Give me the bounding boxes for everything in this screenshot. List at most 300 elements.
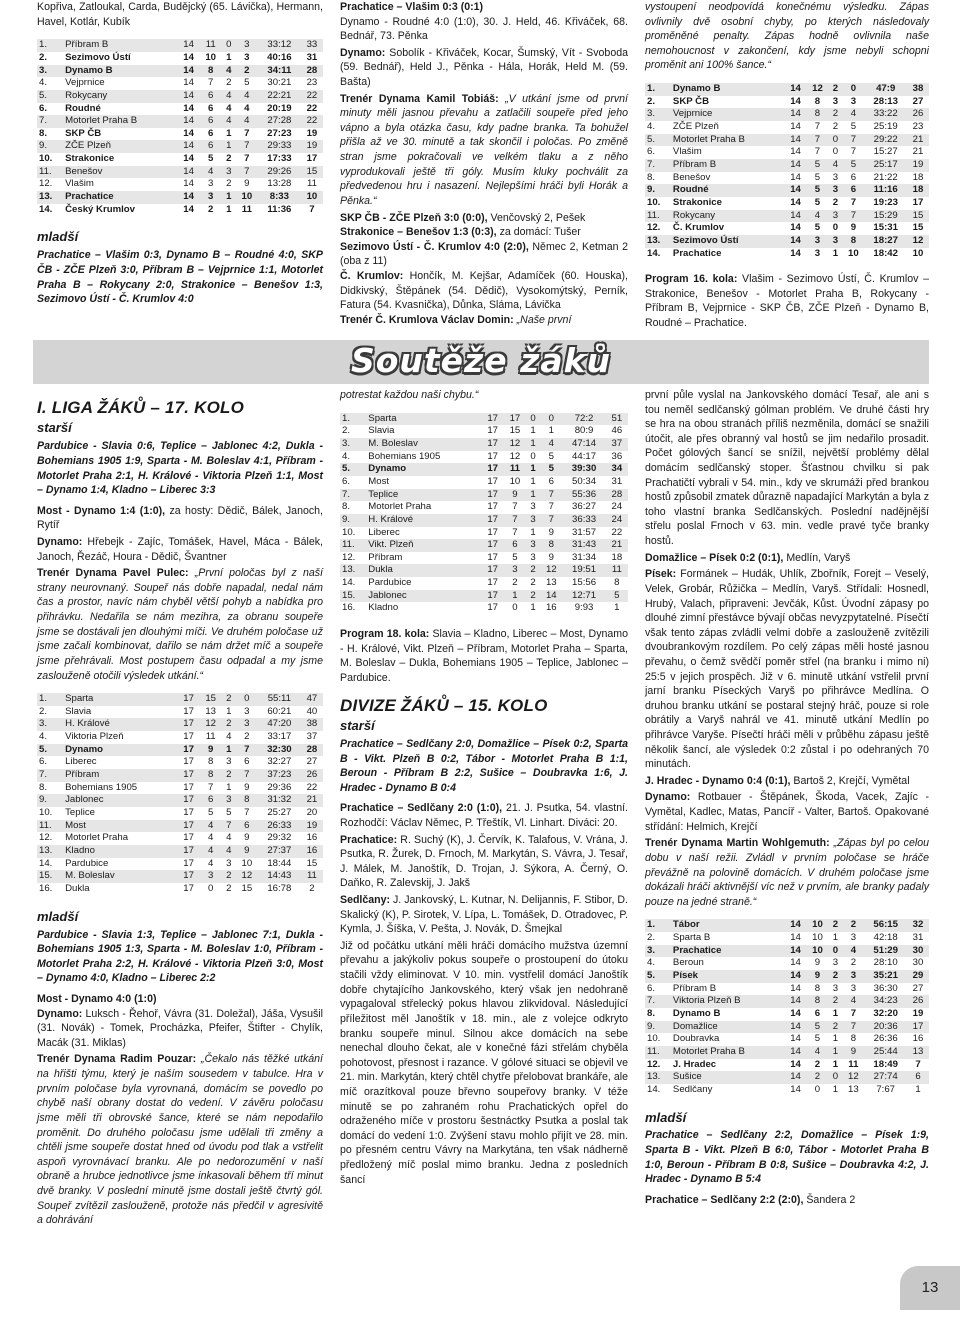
table-row	[645, 1059, 929, 1072]
table-cell-d: 1	[222, 744, 236, 757]
table-cell-l: 9	[244, 178, 250, 190]
table-cell-l: 3	[850, 95, 857, 107]
coach-quote: „První poločas byl z naší strany neurovnaný. Soupeř nás dobře napadal, nedal nám čas a prostor, navíc nám chyběl větší pohyb a nabídka pro přihrávku. Nedařila se nám mezihra, za obranu soupeře jsme se dostávali jen dlouhými míči. Ve druhém poločase už jsme začali kombinovat, dařilo se nám držet míč a soupeře jsme přehrávali. Most postupem času odpadal a my jsme zaslouženě otočili výsledek utkání.“	[37, 567, 323, 682]
table-cell-pts: 7	[309, 203, 315, 215]
table-cell-d: 0	[828, 1071, 842, 1084]
table-cell-pts: 37	[606, 438, 628, 451]
table-cell-score: 51:29	[864, 945, 907, 958]
coach-quote-continued: vystoupení neodpovídá konečnému výsledku. Zápas ovlivnily dvě osobní chyby, po kterých následovaly proměněné penalty. Zápas hodně ovlivnila naše nemohoucnost v zakončení, kdy jsme nebyli schopni proměnit ani 100% šance.“	[645, 1, 929, 72]
table-cell-rank: 7.	[645, 159, 671, 172]
table-cell-l: 9	[548, 551, 554, 563]
table-cell-team: H. Králové	[366, 514, 481, 527]
table-cell-rank: 6.	[39, 756, 48, 768]
table-cell-pts: 17	[912, 196, 924, 208]
table-cell-team: Motorlet Praha B	[63, 115, 177, 128]
table-cell-rank: 7.	[37, 115, 63, 128]
table-cell-team: Vlašim	[65, 178, 94, 190]
table-cell-rank: 7.	[340, 489, 366, 502]
table-cell-d: 2	[526, 590, 540, 603]
table-cell-score: 56:15	[864, 919, 907, 932]
match-result-paragraph	[340, 225, 628, 240]
table-cell-score: 40:16	[267, 51, 292, 63]
table-cell-l: 15	[241, 882, 253, 894]
table-cell-l: 3	[236, 39, 258, 52]
lineup-paragraph	[645, 567, 929, 772]
table-cell-l: 4	[842, 995, 864, 1008]
section-heading-starsi: starší	[340, 718, 375, 733]
table-row	[37, 782, 323, 795]
table-cell-d: 7	[222, 820, 236, 833]
program-label: Program 16. kola:	[645, 273, 738, 286]
table-cell-team: Viktoria Plzeň B	[671, 995, 785, 1008]
program-paragraph	[340, 627, 628, 685]
table-cell-rank: 5.	[37, 90, 63, 103]
table-cell-p: 17	[482, 564, 504, 577]
table-cell-d: 5	[226, 807, 232, 819]
table-cell-score: 32:20	[873, 1007, 898, 1019]
table-cell-p: 14	[790, 247, 801, 259]
lineup-text: R. Suchý (K), J. Červík, K. Talafous, V. Vrána, J. Psutka, R. Žurek, D. Frnoch, M. Markytán, S. Vávra, J. Tesař, J. Málek, M. Janoštík, D. Trojan, J. Sýkora, A. Černý, O. Daňko, R. Zalevskij, J. Jakš	[340, 833, 628, 890]
table-cell-score: 31:57	[572, 526, 597, 538]
table-cell-d: 2	[828, 83, 842, 96]
table-cell-p: 14	[178, 191, 200, 204]
table-cell-score: 25:44	[864, 1046, 907, 1059]
table-cell-p: 17	[178, 794, 200, 807]
table-cell-p: 14	[183, 127, 194, 139]
table-cell-w: 10	[807, 945, 829, 958]
table-cell-d: 2	[828, 970, 842, 983]
table-cell-w: 5	[807, 159, 829, 172]
table-cell-d: 2	[226, 178, 232, 190]
coach-quote-paragraph	[645, 836, 929, 909]
table-cell-w: 2	[512, 577, 518, 589]
table-cell-rank: 14.	[647, 1083, 661, 1095]
table-cell-score: 11:36	[267, 203, 292, 215]
table-cell-pts: 27	[912, 95, 924, 107]
table-cell-d: 4	[222, 65, 236, 78]
table-cell-w: 4	[200, 845, 222, 858]
table-cell-d: 3	[828, 235, 842, 248]
table-cell-d: 2	[226, 882, 232, 894]
table-cell-score: 35:21	[864, 970, 907, 983]
table-cell-p: 14	[785, 945, 807, 958]
table-cell-w: 4	[807, 210, 829, 223]
table-row	[37, 744, 323, 757]
table-cell-w: 3	[814, 247, 821, 259]
standings-table	[37, 693, 323, 896]
table-cell-l: 7	[540, 489, 562, 502]
table-cell-p: 14	[790, 222, 801, 234]
table-cell-l: 3	[850, 982, 857, 994]
table-cell-pts: 28	[301, 744, 323, 757]
table-cell-rank: 5.	[645, 134, 671, 147]
table-cell-w: 9	[504, 489, 526, 502]
lineup-paragraph	[340, 833, 628, 891]
results-text: Prachatice – Vlašim 0:3, Dynamo B – Roudné 4:0, SKP ČB - ZČE Plzeň 3:0, Příbram B – Vejprnice 1:1, Motorlet Praha B – Rokycany 2:0, Strakonice – Benešov 1:3, Sezimovo Ústí - Č. Krumlov 4:0	[37, 249, 323, 306]
table-cell-p: 17	[482, 514, 504, 527]
table-row	[37, 191, 323, 204]
table-cell-d: 4	[226, 832, 232, 844]
table-cell-w: 7	[814, 121, 821, 133]
table-cell-w: 6	[200, 115, 222, 128]
table-cell-rank: 1.	[645, 83, 671, 96]
table-cell-w: 3	[200, 870, 222, 883]
table-cell-team: Vlašim	[672, 146, 702, 158]
table-cell-d: 3	[828, 210, 842, 223]
table-cell-p: 14	[178, 90, 200, 103]
table-cell-l: 8	[540, 539, 562, 552]
table-cell-l: 6	[548, 475, 554, 487]
table-cell-team: Příbram	[63, 769, 177, 782]
table-row	[340, 489, 628, 502]
table-row	[37, 65, 323, 78]
table-cell-score: 33:12	[258, 39, 301, 52]
table-cell-d: 1	[530, 425, 536, 437]
table-cell-score: 22:21	[258, 90, 301, 103]
table-cell-w: 2	[807, 1071, 829, 1084]
table-cell-team: Beroun	[672, 957, 704, 969]
standings-table	[645, 83, 929, 260]
table-cell-rank: 1.	[645, 919, 671, 932]
table-cell-score: 26:36	[873, 1033, 898, 1045]
table-row	[645, 970, 929, 983]
table-cell-w: 3	[504, 564, 526, 577]
table-cell-team: Příbram	[368, 551, 403, 563]
table-cell-d: 2	[832, 121, 839, 133]
lineup-text: Hončík, M. Kejšar, Adamíček (60. Houska), Didkivský, Štěpánek (54. Dědič), Vysokomýtský, Perník, Fatura (54. Kvasnička), Důnka, Sláma, Lávička	[340, 269, 628, 312]
table-cell-team: Most	[368, 475, 390, 487]
table-cell-p: 17	[178, 718, 200, 731]
table-cell-rank: 1.	[37, 39, 63, 52]
table-cell-pts: 30	[907, 945, 929, 958]
table-cell-d: 3	[832, 95, 839, 107]
program-paragraph	[645, 272, 929, 330]
table-row	[37, 870, 323, 883]
lineup-label: Písek:	[645, 568, 677, 581]
table-cell-w: 5	[807, 184, 829, 197]
table-cell-score: 39:30	[562, 463, 605, 476]
table-cell-rank: 14.	[342, 577, 356, 589]
table-cell-team: ZČE Plzeň	[672, 121, 719, 133]
table-cell-p: 14	[790, 982, 801, 994]
table-cell-d: 1	[530, 475, 536, 487]
table-cell-pts: 26	[907, 995, 929, 1008]
banner-title: Soutěže žáků	[350, 341, 612, 380]
table-cell-w: 4	[807, 1046, 829, 1059]
table-cell-score: 25:17	[864, 159, 907, 172]
table-cell-d: 0	[222, 39, 236, 52]
table-cell-d: 0	[832, 222, 839, 234]
table-cell-p: 17	[183, 882, 194, 894]
table-cell-team: Prachatice	[671, 945, 785, 958]
table-cell-p: 17	[487, 501, 498, 513]
table-cell-l: 7	[236, 744, 258, 757]
table-cell-rank: 4.	[39, 77, 48, 89]
table-cell-d: 0	[832, 146, 839, 158]
table-cell-d: 4	[222, 115, 236, 128]
table-cell-w: 0	[512, 602, 518, 614]
table-cell-score: 20:19	[267, 102, 292, 114]
table-cell-d: 3	[530, 501, 536, 513]
lineup-label: Dynamo:	[340, 46, 386, 59]
table-cell-pts: 23	[912, 121, 924, 133]
table-cell-p: 14	[790, 196, 801, 208]
coach-quote-continued: potrestat každou naši chybu.“	[340, 389, 479, 401]
table-cell-pts: 16	[306, 832, 318, 844]
table-cell-pts: 10	[912, 247, 924, 259]
coach-label: Trenér Dynama Martin Wohlgemuth:	[645, 837, 830, 850]
table-cell-score: 29:26	[258, 166, 301, 179]
table-cell-d: 1	[226, 51, 232, 63]
table-cell-w: 7	[208, 781, 214, 793]
table-cell-w: 12	[200, 718, 222, 731]
table-cell-p: 17	[487, 551, 498, 563]
table-cell-rank: 5.	[645, 970, 671, 983]
table-row	[645, 919, 929, 932]
table-cell-score: 32:27	[267, 756, 292, 768]
table-row	[645, 1084, 929, 1097]
table-cell-l: 7	[842, 210, 864, 223]
table-row	[340, 438, 628, 451]
match-scorers: Bartoš 2, Krejčí, Vymětal	[793, 774, 910, 787]
table-cell-w: 5	[208, 807, 214, 819]
lineup-label: Prachatice:	[340, 833, 398, 846]
table-cell-l: 3	[850, 931, 857, 943]
table-row	[37, 90, 323, 103]
table-row	[645, 1033, 929, 1046]
table-cell-l: 4	[540, 438, 562, 451]
table-cell-l: 8	[850, 1033, 857, 1045]
table-cell-w: 5	[208, 153, 214, 165]
table-cell-team: Strakonice	[672, 196, 722, 208]
table-cell-w: 2	[208, 203, 214, 215]
table-cell-p: 17	[178, 870, 200, 883]
table-cell-l: 9	[236, 845, 258, 858]
table-cell-team: ZČE Plzeň	[63, 140, 177, 153]
table-cell-w: 12	[807, 83, 829, 96]
table-cell-d: 0	[526, 413, 540, 426]
table-cell-w: 4	[208, 832, 214, 844]
table-cell-team: Sparta B	[672, 931, 711, 943]
table-cell-d: 1	[226, 127, 232, 139]
table-cell-score: 29:36	[267, 781, 292, 793]
table-cell-w: 15	[200, 693, 222, 706]
table-cell-d: 2	[226, 153, 232, 165]
table-cell-rank: 13.	[37, 845, 63, 858]
table-cell-pts: 13	[907, 1046, 929, 1059]
table-cell-d: 3	[222, 166, 236, 179]
table-cell-score: 15:29	[864, 210, 907, 223]
section-heading-mladsi: mladší	[645, 1109, 687, 1125]
table-row	[645, 957, 929, 970]
table-row	[645, 197, 929, 210]
table-cell-team: Dukla	[366, 564, 481, 577]
lineup-paragraph	[340, 46, 628, 90]
coach-quote-paragraph	[340, 313, 628, 328]
table-cell-team: Písek	[671, 970, 785, 983]
table-row	[37, 39, 323, 52]
coach-quote-paragraph	[37, 1052, 323, 1227]
table-cell-l: 7	[236, 769, 258, 782]
table-cell-p: 17	[183, 705, 194, 717]
match-title: Sezimovo Ústí - Č. Krumlov 4:0 (2:0),	[340, 240, 529, 253]
table-cell-pts: 31	[306, 51, 318, 63]
table-cell-team: Benešov	[672, 171, 711, 183]
table-row	[645, 121, 929, 134]
table-cell-team: Dynamo B	[672, 1007, 721, 1019]
match-result-paragraph	[645, 551, 929, 566]
table-cell-l: 9	[842, 1046, 864, 1059]
table-cell-d: 3	[526, 539, 540, 552]
table-cell-pts: 27	[912, 982, 924, 994]
table-cell-pts: 47	[301, 693, 323, 706]
table-cell-rank: 6.	[647, 146, 656, 158]
lineup-paragraph	[37, 1007, 323, 1051]
table-row	[645, 945, 929, 958]
table-cell-d: 0	[828, 134, 842, 147]
table-cell-w: 11	[200, 39, 222, 52]
table-cell-d: 2	[526, 564, 540, 577]
table-cell-l: 2	[850, 957, 857, 969]
table-cell-l: 5	[540, 463, 562, 476]
table-cell-score: 19:51	[562, 564, 605, 577]
table-cell-pts: 34	[606, 463, 628, 476]
table-cell-l: 7	[850, 146, 857, 158]
table-cell-rank: 4.	[342, 450, 351, 462]
table-cell-score: 50:34	[572, 475, 597, 487]
table-cell-rank: 11.	[37, 820, 63, 833]
table-cell-team: Kladno	[63, 845, 177, 858]
table-cell-pts: 16	[912, 1033, 924, 1045]
table-cell-rank: 4.	[647, 957, 656, 969]
table-cell-rank: 8.	[647, 1007, 656, 1019]
table-cell-w: 7	[504, 514, 526, 527]
table-cell-pts: 21	[301, 794, 323, 807]
table-cell-score: 34:23	[864, 995, 907, 1008]
table-cell-l: 13	[545, 577, 557, 589]
table-cell-l: 6	[236, 820, 258, 833]
table-cell-l: 7	[244, 153, 250, 165]
table-row	[645, 1008, 929, 1021]
table-cell-l: 11	[241, 203, 252, 215]
table-cell-w: 13	[205, 705, 217, 717]
table-cell-l: 9	[244, 781, 250, 793]
program-text: Slavia – Kladno, Liberec – Most, Dynamo - H. Králové, Vikt. Plzeň – Příbram, Motorlet Praha – Sparta, M. Boleslav – Dukla, Bohemians 1905 – Teplice, Jablonec – Pardubice.	[340, 628, 628, 684]
table-cell-team: Slavia	[65, 705, 92, 717]
table-cell-l: 0	[842, 83, 864, 96]
table-cell-team: Jablonec	[63, 794, 177, 807]
section-heading-mladsi: mladší	[37, 229, 79, 245]
table-cell-l: 4	[842, 945, 864, 958]
table-cell-l: 5	[244, 77, 250, 89]
lineup-label: Č. Krumlov:	[340, 269, 404, 282]
table-cell-w: 9	[814, 957, 821, 969]
table-cell-pts: 18	[912, 171, 924, 183]
table-cell-p: 14	[178, 140, 200, 153]
table-cell-team: Tábor	[671, 919, 785, 932]
table-cell-l: 5	[850, 121, 857, 133]
table-cell-score: 36:27	[572, 501, 597, 513]
table-cell-l: 7	[244, 807, 250, 819]
table-cell-p: 17	[178, 769, 200, 782]
table-cell-w: 6	[200, 140, 222, 153]
table-cell-w: 8	[200, 65, 222, 78]
table-cell-l: 7	[842, 134, 864, 147]
table-cell-w: 3	[200, 191, 222, 204]
table-cell-d: 3	[832, 957, 839, 969]
table-row	[37, 77, 323, 90]
table-cell-l: 7	[236, 140, 258, 153]
coach-quote-paragraph	[340, 92, 628, 209]
table-cell-rank: 15.	[340, 590, 366, 603]
table-cell-l: 4	[244, 102, 250, 114]
match-title: Prachatice – Sedlčany 2:0 (1:0),	[340, 802, 503, 815]
table-row	[340, 590, 628, 603]
table-cell-score: 33:22	[864, 108, 907, 121]
table-cell-team: Dukla	[65, 882, 90, 894]
table-cell-score: 26:33	[258, 820, 301, 833]
table-cell-w: 10	[509, 475, 521, 487]
table-cell-pts: 37	[306, 731, 318, 743]
table-cell-team: Kladno	[368, 602, 399, 614]
table-cell-score: 34:11	[258, 65, 301, 78]
table-cell-pts: 11	[301, 870, 323, 883]
table-row	[645, 134, 929, 147]
table-cell-p: 14	[183, 178, 194, 190]
table-cell-p: 14	[790, 1083, 801, 1095]
bottom-column-3	[645, 388, 929, 1288]
table-cell-w: 6	[200, 794, 222, 807]
table-row	[37, 706, 323, 719]
table-cell-team: Motorlet Praha B	[671, 1046, 785, 1059]
table-cell-score: 7:67	[876, 1083, 896, 1095]
table-row	[37, 693, 323, 706]
table-cell-d: 2	[832, 196, 839, 208]
lineup-text: Sobolík - Křiváček, Kocar, Šumský, Vít - Svoboda (59. Bednář), Held J., Pěnka - Hála, Horák, Held M. (59. Bašta)	[340, 46, 628, 89]
table-cell-rank: 3.	[645, 945, 671, 958]
table-cell-rank: 3.	[37, 718, 63, 731]
table-cell-rank: 5.	[37, 744, 63, 757]
table-cell-score: 36:33	[562, 514, 605, 527]
table-cell-rank: 13.	[37, 191, 63, 204]
table-cell-l: 16	[545, 602, 557, 614]
table-cell-score: 15:27	[873, 146, 898, 158]
table-cell-pts: 1	[614, 602, 620, 614]
table-cell-w: 7	[512, 526, 518, 538]
table-cell-pts: 7	[915, 1058, 921, 1070]
table-cell-rank: 8.	[342, 501, 351, 513]
match-result-paragraph	[645, 1193, 929, 1208]
table-cell-l: 2	[236, 65, 258, 78]
table-cell-team: Sezimovo Ústí	[65, 51, 131, 63]
table-cell-d: 1	[828, 1046, 842, 1059]
table-row	[340, 602, 628, 615]
table-cell-rank: 3.	[340, 438, 366, 451]
table-row	[37, 832, 323, 845]
table-cell-rank: 2.	[647, 95, 656, 107]
table-cell-score: 27:74	[864, 1071, 907, 1084]
table-cell-d: 3	[828, 184, 842, 197]
table-cell-pts: 6	[907, 1071, 929, 1084]
table-cell-w: 8	[208, 756, 214, 768]
match-result-paragraph	[340, 211, 628, 226]
table-row	[645, 932, 929, 945]
table-cell-rank: 2.	[39, 705, 48, 717]
table-cell-w: 8	[807, 108, 829, 121]
table-cell-p: 17	[482, 463, 504, 476]
lineup-text: Hřebejk - Zajíc, Tomášek, Havel, Máca - Bálek, Janoch, Řezáč, Houra - Dědič, Švantner	[37, 536, 323, 563]
table-cell-p: 14	[785, 235, 807, 248]
